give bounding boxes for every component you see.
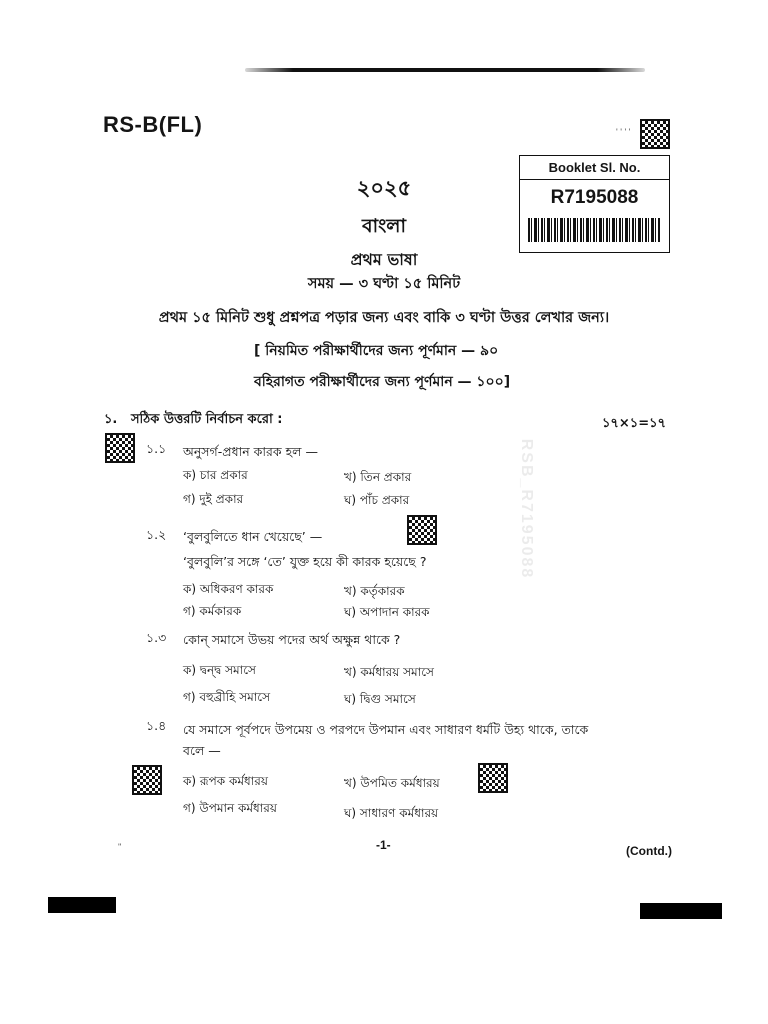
question-number: ১.১ [146, 441, 167, 456]
redaction-bar-left [48, 897, 116, 913]
question-number: ১.২ [146, 527, 167, 542]
full-marks-external: বহিরাগত পরীক্ষার্থীদের জন্য পূর্ণমান — ১০০] [254, 374, 511, 390]
exam-year: ২০২৫ [356, 176, 412, 200]
qr-code-icon [105, 433, 135, 463]
qr-code-icon [132, 765, 162, 795]
corner-mark: '' [118, 842, 122, 852]
paper-name: প্রথম ভাষা [350, 250, 418, 269]
option-c: গ) বহুব্রীহি সমাসে [183, 690, 271, 704]
question-text: অনুসর্গ-প্রধান কারক হল — [183, 444, 318, 459]
option-d: ঘ) দ্বিগু সমাসে [344, 692, 416, 706]
continued-label: (Contd.) [626, 844, 672, 858]
time-allowed: সময় — ৩ ঘণ্টা ১৫ মিনিট [307, 276, 461, 292]
section-text: সঠিক উত্তরটি নির্বাচন করো : [130, 412, 283, 427]
qr-side-mark: ' ' ' ' [616, 127, 631, 137]
booklet-number: R7195088 [550, 187, 639, 208]
option-d: ঘ) পাঁচ প্রকার [344, 493, 410, 507]
watermark: RSB_R7195088 [518, 438, 535, 580]
full-marks-regular: [ নিয়মিত পরীক্ষার্থীদের জন্য পূর্ণমান — ৯০ [254, 343, 499, 359]
option-b: খ) কর্মধারয় সমাসে [344, 665, 434, 679]
option-a: ক) অধিকরণ কারক [183, 582, 274, 596]
top-rule [245, 68, 645, 72]
option-a: ক) দ্বন্দ্ব সমাসে [183, 663, 256, 677]
question-text: কোন্ সমাসে উভয় পদের অর্থ অক্ষুন্ন থাকে ? [183, 632, 401, 647]
option-c: গ) কর্মকারক [183, 604, 242, 618]
option-d: ঘ) সাধারণ কর্মধারয় [344, 806, 439, 820]
booklet-label: Booklet Sl. No. [520, 156, 669, 180]
qr-code-icon [640, 119, 670, 149]
subject-title: বাংলা [362, 215, 406, 237]
qr-code-icon [407, 515, 437, 545]
option-b: খ) কর্তৃকারক [344, 584, 405, 598]
option-d: ঘ) অপাদান কারক [344, 605, 430, 619]
question-text-line2: বলে — [183, 743, 221, 758]
page-number: -1- [376, 838, 391, 852]
question-number: ১.৪ [146, 718, 167, 733]
option-c: গ) উপমান কর্মধারয় [183, 801, 277, 815]
question-text: ‘বুলবুলিতে ধান খেয়েছে’ — [183, 529, 323, 544]
option-c: গ) দুই প্রকার [183, 492, 244, 506]
option-a: ক) চার প্রকার [183, 468, 248, 482]
redaction-bar-right [640, 903, 722, 919]
question-number: ১.৩ [146, 630, 167, 645]
section-marks: ১৭×১=১৭ [602, 416, 666, 431]
option-b: খ) তিন প্রকার [344, 470, 412, 484]
question-text: যে সমাসে পূর্বপদে উপমেয় ও পরপদে উপমান এবং সাধারণ ধর্মটি উহ্য থাকে, তাকে [183, 722, 589, 737]
qr-code-icon [478, 763, 508, 793]
option-b: খ) উপমিত কর্মধারয় [344, 776, 440, 790]
section-number: ১. [104, 412, 118, 427]
section-heading [104, 410, 282, 431]
instruction: প্রথম ১৫ মিনিট শুধু প্রশ্নপত্র পড়ার জন্য এবং বাকি ৩ ঘণ্টা উত্তর লেখার জন্য। [158, 310, 610, 326]
question-text-line2: ‘বুলবুলি’র সঙ্গে ‘তে’ যুক্ত হয়ে কী কারক হয়েছে ? [183, 554, 427, 569]
option-a: ক) রূপক কর্মধারয় [183, 774, 268, 788]
paper-code: RS-B(FL) [103, 112, 203, 137]
